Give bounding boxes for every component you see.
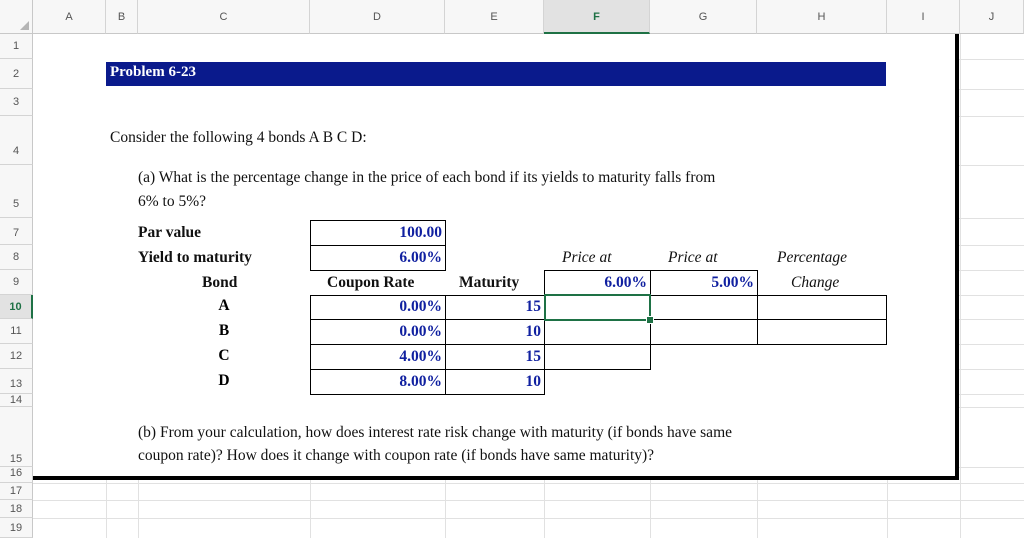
ytm-cell[interactable] bbox=[310, 245, 446, 271]
par-value: 100.00 bbox=[399, 224, 442, 241]
row-header-15[interactable]: 15 bbox=[0, 407, 33, 467]
price-5-cell-b[interactable] bbox=[650, 319, 758, 345]
row-header-10[interactable]: 10 bbox=[0, 295, 33, 319]
question-a-line1: (a) What is the percentage change in the price of each bond if its yields to maturity falls from bbox=[138, 169, 716, 186]
row-header-12[interactable]: 12 bbox=[0, 344, 33, 369]
intro-text: Consider the following 4 bonds A B C D: bbox=[110, 129, 367, 146]
row-header-16[interactable]: 16 bbox=[0, 467, 33, 483]
title-bar bbox=[106, 62, 886, 86]
row-header-8[interactable]: 8 bbox=[0, 245, 33, 270]
row-header-11[interactable]: 11 bbox=[0, 319, 33, 344]
maturity-b: 10 bbox=[525, 323, 541, 340]
price-at-rate-1-cell[interactable] bbox=[544, 270, 651, 296]
coupon-a: 0.00% bbox=[399, 298, 442, 315]
coupon-cell-d[interactable] bbox=[310, 369, 446, 395]
coupon-rate-header: Coupon Rate bbox=[327, 274, 415, 291]
par-value-label: Par value bbox=[138, 224, 201, 241]
maturity-d: 10 bbox=[525, 373, 541, 390]
row-header-1[interactable]: 1 bbox=[0, 34, 33, 59]
maturity-c: 15 bbox=[525, 348, 541, 365]
maturity-cell-c[interactable] bbox=[445, 344, 545, 370]
price-at-rate-1: 6.00% bbox=[604, 274, 647, 291]
row-header-17[interactable]: 17 bbox=[0, 483, 33, 500]
pct-change-header-1: Percentage bbox=[777, 249, 847, 266]
row-header-13[interactable]: 13 bbox=[0, 369, 33, 394]
question-b-line2: coupon rate)? How does it change with coupon rate (if bonds have same maturity)? bbox=[138, 447, 655, 464]
coupon-c: 4.00% bbox=[399, 348, 442, 365]
bond-name-b: B bbox=[218, 322, 230, 339]
price-at-rate-2-cell[interactable] bbox=[650, 270, 758, 296]
ytm-value: 6.00% bbox=[399, 249, 442, 266]
column-header-i[interactable]: I bbox=[887, 0, 960, 34]
bond-header: Bond bbox=[202, 274, 238, 291]
price-6-cell-b[interactable] bbox=[544, 319, 651, 345]
column-header-e[interactable]: E bbox=[445, 0, 544, 34]
bond-name-d: D bbox=[218, 372, 230, 389]
row-header-5[interactable]: 5 bbox=[0, 165, 33, 218]
par-value-cell[interactable] bbox=[310, 220, 446, 246]
column-header-a[interactable]: A bbox=[33, 0, 106, 34]
question-a-line2: 6% to 5%? bbox=[138, 193, 207, 210]
row-header-18[interactable]: 18 bbox=[0, 500, 33, 518]
coupon-b: 0.00% bbox=[399, 323, 442, 340]
select-all-corner[interactable] bbox=[0, 0, 33, 34]
row-header-4[interactable]: 4 bbox=[0, 116, 33, 165]
price-at-rate-2: 5.00% bbox=[711, 274, 754, 291]
select-all-triangle-icon bbox=[20, 21, 29, 30]
coupon-d: 8.00% bbox=[399, 373, 442, 390]
maturity-cell-a[interactable] bbox=[445, 295, 545, 320]
row-header-7[interactable]: 7 bbox=[0, 218, 33, 245]
row-header-19[interactable]: 19 bbox=[0, 518, 33, 538]
column-header-d[interactable]: D bbox=[310, 0, 445, 34]
maturity-a: 15 bbox=[525, 298, 541, 315]
column-header-c[interactable]: C bbox=[138, 0, 310, 34]
row-header-3[interactable]: 3 bbox=[0, 89, 33, 116]
price-at-header-1: Price at bbox=[562, 249, 612, 266]
fill-handle[interactable] bbox=[646, 316, 654, 324]
bond-name-c: C bbox=[218, 347, 230, 364]
selected-cell-f10[interactable] bbox=[544, 294, 651, 321]
column-header-h[interactable]: H bbox=[757, 0, 887, 34]
price-at-header-2: Price at bbox=[668, 249, 718, 266]
pct-change-cell-b[interactable] bbox=[757, 319, 887, 345]
ytm-label: Yield to maturity bbox=[138, 249, 252, 266]
column-header-g[interactable]: G bbox=[650, 0, 757, 34]
maturity-header: Maturity bbox=[459, 274, 520, 291]
row-header-14[interactable]: 14 bbox=[0, 394, 33, 407]
problem-title: Problem 6-23 bbox=[110, 64, 196, 80]
pct-change-cell-a[interactable] bbox=[757, 295, 887, 320]
price-6-cell-c[interactable] bbox=[544, 344, 651, 370]
bond-name-a: A bbox=[218, 297, 230, 314]
pct-change-header-2: Change bbox=[791, 274, 840, 291]
row-header-2[interactable]: 2 bbox=[0, 59, 33, 89]
column-header-j[interactable]: J bbox=[960, 0, 1024, 34]
column-header-f[interactable]: F bbox=[544, 0, 650, 34]
row-header-9[interactable]: 9 bbox=[0, 270, 33, 295]
column-header-b[interactable]: B bbox=[106, 0, 138, 34]
maturity-cell-b[interactable] bbox=[445, 319, 545, 345]
maturity-cell-d[interactable] bbox=[445, 369, 545, 395]
price-5-cell-a[interactable] bbox=[650, 295, 758, 320]
coupon-cell-c[interactable] bbox=[310, 344, 446, 370]
coupon-cell-a[interactable] bbox=[310, 295, 446, 320]
question-b-line1: (b) From your calculation, how does interest rate risk change with maturity (if bonds have same bbox=[138, 424, 733, 441]
coupon-cell-b[interactable] bbox=[310, 319, 446, 345]
